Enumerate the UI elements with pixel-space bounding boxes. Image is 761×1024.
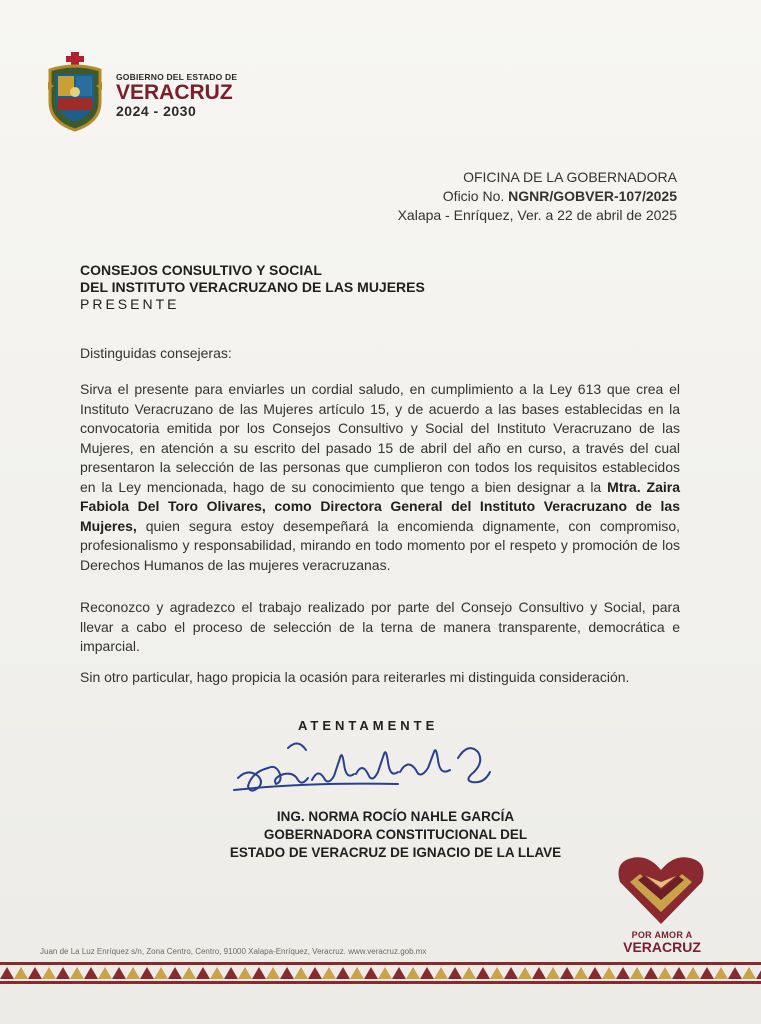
- appointee-name: Mtra. Zaira Fabiola Del Toro Olivares, como Directora General del Instituto Veracruzano de las Mujeres,: [80, 478, 680, 534]
- signer-title-1: GOBERNADORA CONSTITUCIONAL DEL: [263, 827, 528, 842]
- oficio-line: [398, 187, 677, 206]
- closing-salutation: ATENTAMENTE: [298, 718, 439, 733]
- oficio-number: NGNR/GOBVER-107/2025: [508, 188, 677, 204]
- state-seal-icon: [44, 52, 106, 132]
- signature-icon: [228, 728, 528, 818]
- slogan-top: POR AMOR A: [631, 930, 693, 940]
- administration-years: 2024 - 2030: [116, 103, 197, 119]
- paragraph-2: Reconozco y agradezco el trabajo realizado por parte del Consejo Consultivo y Social, para llevar a cabo el proceso de selección de la terna de manera transparente, democrática e imparcial.: [80, 599, 680, 654]
- slogan: [612, 930, 712, 954]
- government-heading: [116, 72, 237, 119]
- signer-title-2: ESTADO DE VERACRUZ DE IGNACIO DE LA LLAVE: [229, 845, 562, 860]
- paragraph-1-start: Sirva el presente para enviarles un cordial saludo, en cumplimiento a la Ley 613 que crea el Instituto Veracruzano de las Mujeres artículo 15, y de acuerdo a las bases establecidas en la convocatoria emitida por los Consejos Consultivo y Social del Instituto Veracruzano de las Mujeres, en atención a su escrito del pasado 15 de abril del año en curso, a través del cual presentaron la selección de las personas que cumplieron con todos los requisitos establecidos en la Ley mencionada, hago de su conocimiento que tengo a bien designar a la: [80, 381, 680, 495]
- decorative-border: [0, 962, 761, 984]
- signer-name: ING. NORMA ROCÍO NAHLE GARCÍA: [276, 809, 515, 824]
- footer-address: Juan de La Luz Enríquez s/n, Zona Centro, Centro, 91000 Xalapa-Enríquez, Veracruz. www.veracruz.gob.mx: [40, 947, 427, 956]
- recipient-line2: DEL INSTITUTO VERACRUZANO DE LAS MUJERES: [80, 279, 425, 295]
- paragraph-1-end: quien segura estoy desempeñará la encomienda dignamente, con compromiso, profesionalismo y responsabilidad, mirando en todo momento por el respeto y promoción de los Derechos Humanos de las mujeres veracruzanas.: [80, 517, 680, 573]
- heart-emblem-icon: [616, 854, 706, 926]
- office-block: [398, 168, 677, 225]
- oficio-label: Oficio No.: [442, 188, 505, 204]
- recipient-line1: CONSEJOS CONSULTIVO Y SOCIAL: [80, 262, 322, 278]
- gov-line: GOBIERNO DEL ESTADO DE: [116, 72, 238, 82]
- recipient-present: PRESENTE: [80, 296, 180, 312]
- paragraph-3: Sin otro particular, hago propicia la ocasión para reiterarles mi distinguida consideración.: [80, 669, 630, 685]
- place-date: Xalapa - Enríquez, Ver. a 22 de abril de 2025: [397, 207, 677, 223]
- slogan-bottom: VERACRUZ: [623, 939, 701, 955]
- recipient-block: [80, 262, 425, 313]
- paragraph-1: [80, 380, 680, 575]
- state-name: VERACRUZ: [116, 81, 233, 104]
- office-name: OFICINA DE LA GOBERNADORA: [463, 169, 677, 185]
- greeting: Distinguidas consejeras:: [80, 345, 232, 361]
